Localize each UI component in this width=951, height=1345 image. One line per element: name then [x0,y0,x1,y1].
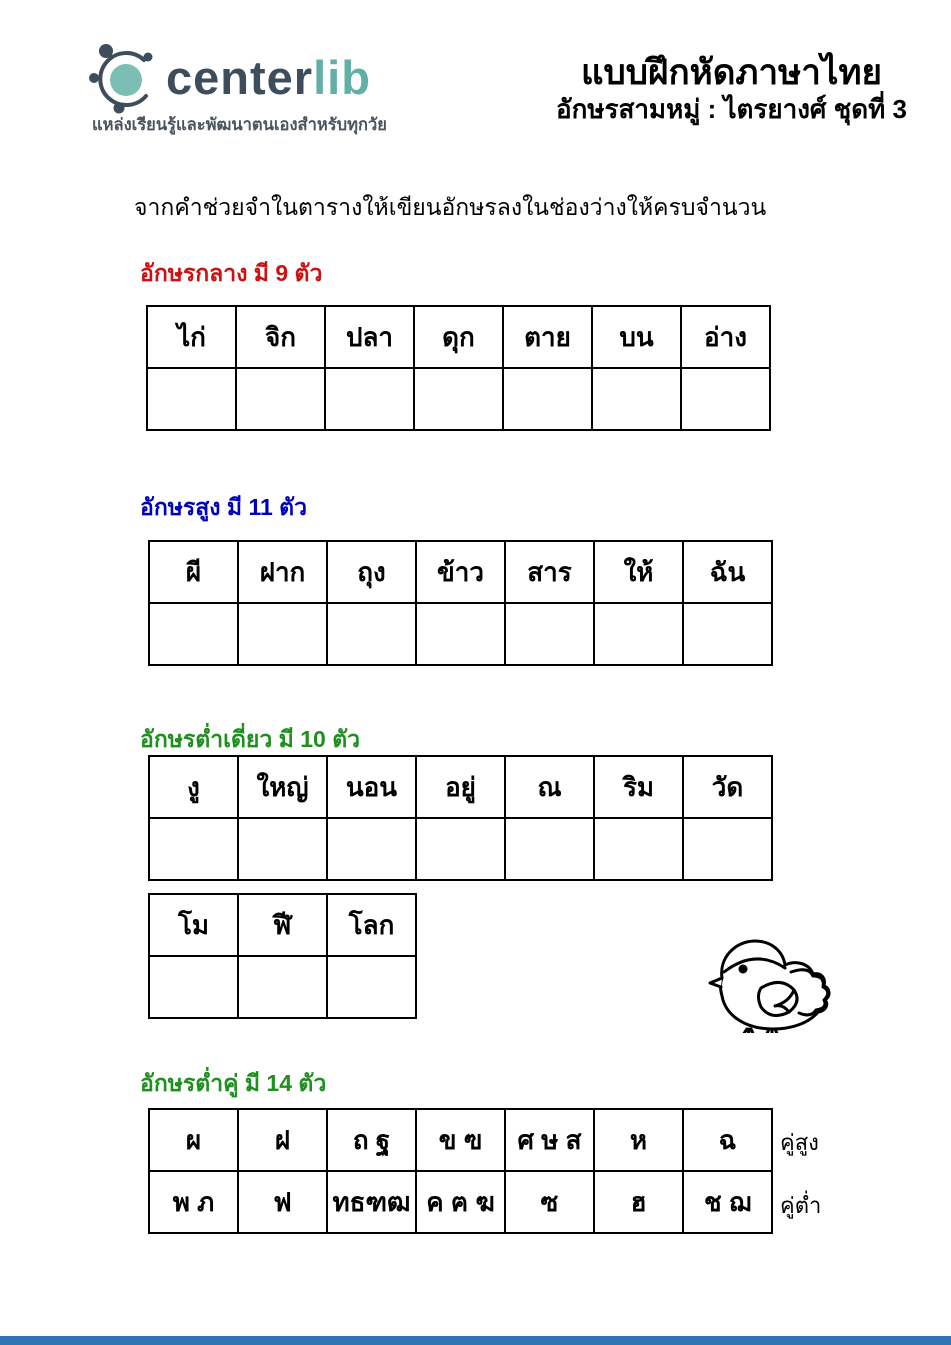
answer-cell[interactable] [149,956,238,1018]
table-single-low-class [148,755,773,881]
centerlib-logo-icon [86,36,164,118]
answer-cell[interactable] [503,368,592,430]
answer-cell[interactable] [505,818,594,880]
answer-cell[interactable] [416,603,505,665]
word-cell: ปลา [325,306,414,368]
section-heading-paired-low-class: อักษรต่ำคู่ มี 14 ตัว [140,1070,327,1096]
table-single-low-class-continued [148,893,417,1019]
answer-cell[interactable] [325,368,414,430]
answer-cell[interactable] [594,818,683,880]
pair-label-low: คู่ต่ำ [780,1193,822,1218]
word-cell: ข้าว [416,541,505,603]
word-cell: บน [592,306,681,368]
letter-cell: ฉ [683,1109,772,1171]
letter-cell: ช ฌ [683,1171,772,1233]
letter-cell: ซ [505,1171,594,1233]
answer-cell[interactable] [149,818,238,880]
page-title: แบบฝึกหัดภาษาไทย [580,53,883,92]
word-cell: ดุก [414,306,503,368]
letter-cell: ค ฅ ฆ [416,1171,505,1233]
table-row [149,603,772,665]
answer-cell[interactable] [416,818,505,880]
letter-cell: ผ [149,1109,238,1171]
answer-cell[interactable] [681,368,770,430]
answer-cell[interactable] [147,368,236,430]
word-cell: สาร [505,541,594,603]
page-subtitle: อักษรสามหมู่ : ไตรยางศ์ ชุดที่ 3 [556,94,907,124]
letter-cell: ฮ [594,1171,683,1233]
answer-cell[interactable] [414,368,503,430]
answer-cell[interactable] [149,603,238,665]
answer-cell[interactable] [236,368,325,430]
word-cell: ณ [505,756,594,818]
title-block [556,52,907,125]
brand-lib: lib [313,51,371,104]
footer-bar [0,1336,951,1345]
table-row [149,756,772,818]
answer-cell[interactable] [327,818,416,880]
section-heading-high-class: อักษรสูง มี 11 ตัว [140,494,308,520]
answer-cell[interactable] [238,603,327,665]
letter-cell: ข ฃ [416,1109,505,1171]
letter-cell: ถ ฐ [327,1109,416,1171]
table-row [149,541,772,603]
logo-tagline: แหล่งเรียนรู้และพัฒนาตนเองสำหรับทุกวัย [92,116,387,134]
word-cell: ใหญ่ [238,756,327,818]
table-row [149,818,772,880]
word-cell: ฬี [238,894,327,956]
letter-cell: ฝ [238,1109,327,1171]
answer-cell[interactable] [327,956,416,1018]
word-cell: โม [149,894,238,956]
letter-cell: ฟ [238,1171,327,1233]
section-heading-single-low-class: อักษรต่ำเดี่ยว มี 10 ตัว [140,726,361,752]
answer-cell[interactable] [594,603,683,665]
word-cell: ถุง [327,541,416,603]
word-cell: ให้ [594,541,683,603]
word-cell: โลก [327,894,416,956]
answer-cell[interactable] [505,603,594,665]
table-row [147,368,770,430]
word-cell: นอน [327,756,416,818]
answer-cell[interactable] [327,603,416,665]
word-cell: ไก่ [147,306,236,368]
table-middle-class [146,305,771,431]
word-cell: วัด [683,756,772,818]
answer-cell[interactable] [238,956,327,1018]
word-cell: ตาย [503,306,592,368]
pair-label-high: คู่สูง [780,1130,819,1155]
table-row [147,306,770,368]
brand-text [166,50,371,105]
letter-cell: ห [594,1109,683,1171]
word-cell: จิก [236,306,325,368]
word-cell: ฝาก [238,541,327,603]
word-cell: ริม [594,756,683,818]
brand-center: center [166,51,314,104]
word-cell: ผี [149,541,238,603]
bird-illustration [695,928,850,1033]
section-heading-middle-class: อักษรกลาง มี 9 ตัว [140,260,323,286]
letter-cell: ศ ษ ส [505,1109,594,1171]
word-cell: อ่าง [681,306,770,368]
letter-cell: ทธฑฒ [327,1171,416,1233]
answer-cell[interactable] [683,818,772,880]
word-cell: อยู่ [416,756,505,818]
table-row [149,894,416,956]
table-row [149,956,416,1018]
instruction-text: จากคำช่วยจำในตารางให้เขียนอักษรลงในช่องว่างให้ครบจำนวน [134,194,767,220]
table-row-low-pairs [149,1171,772,1233]
table-paired-low-class [148,1108,773,1234]
table-row-high-pairs [149,1109,772,1171]
answer-cell[interactable] [592,368,681,430]
word-cell: งู [149,756,238,818]
table-high-class [148,540,773,666]
word-cell: ฉัน [683,541,772,603]
letter-cell: พ ภ [149,1171,238,1233]
answer-cell[interactable] [238,818,327,880]
answer-cell[interactable] [683,603,772,665]
